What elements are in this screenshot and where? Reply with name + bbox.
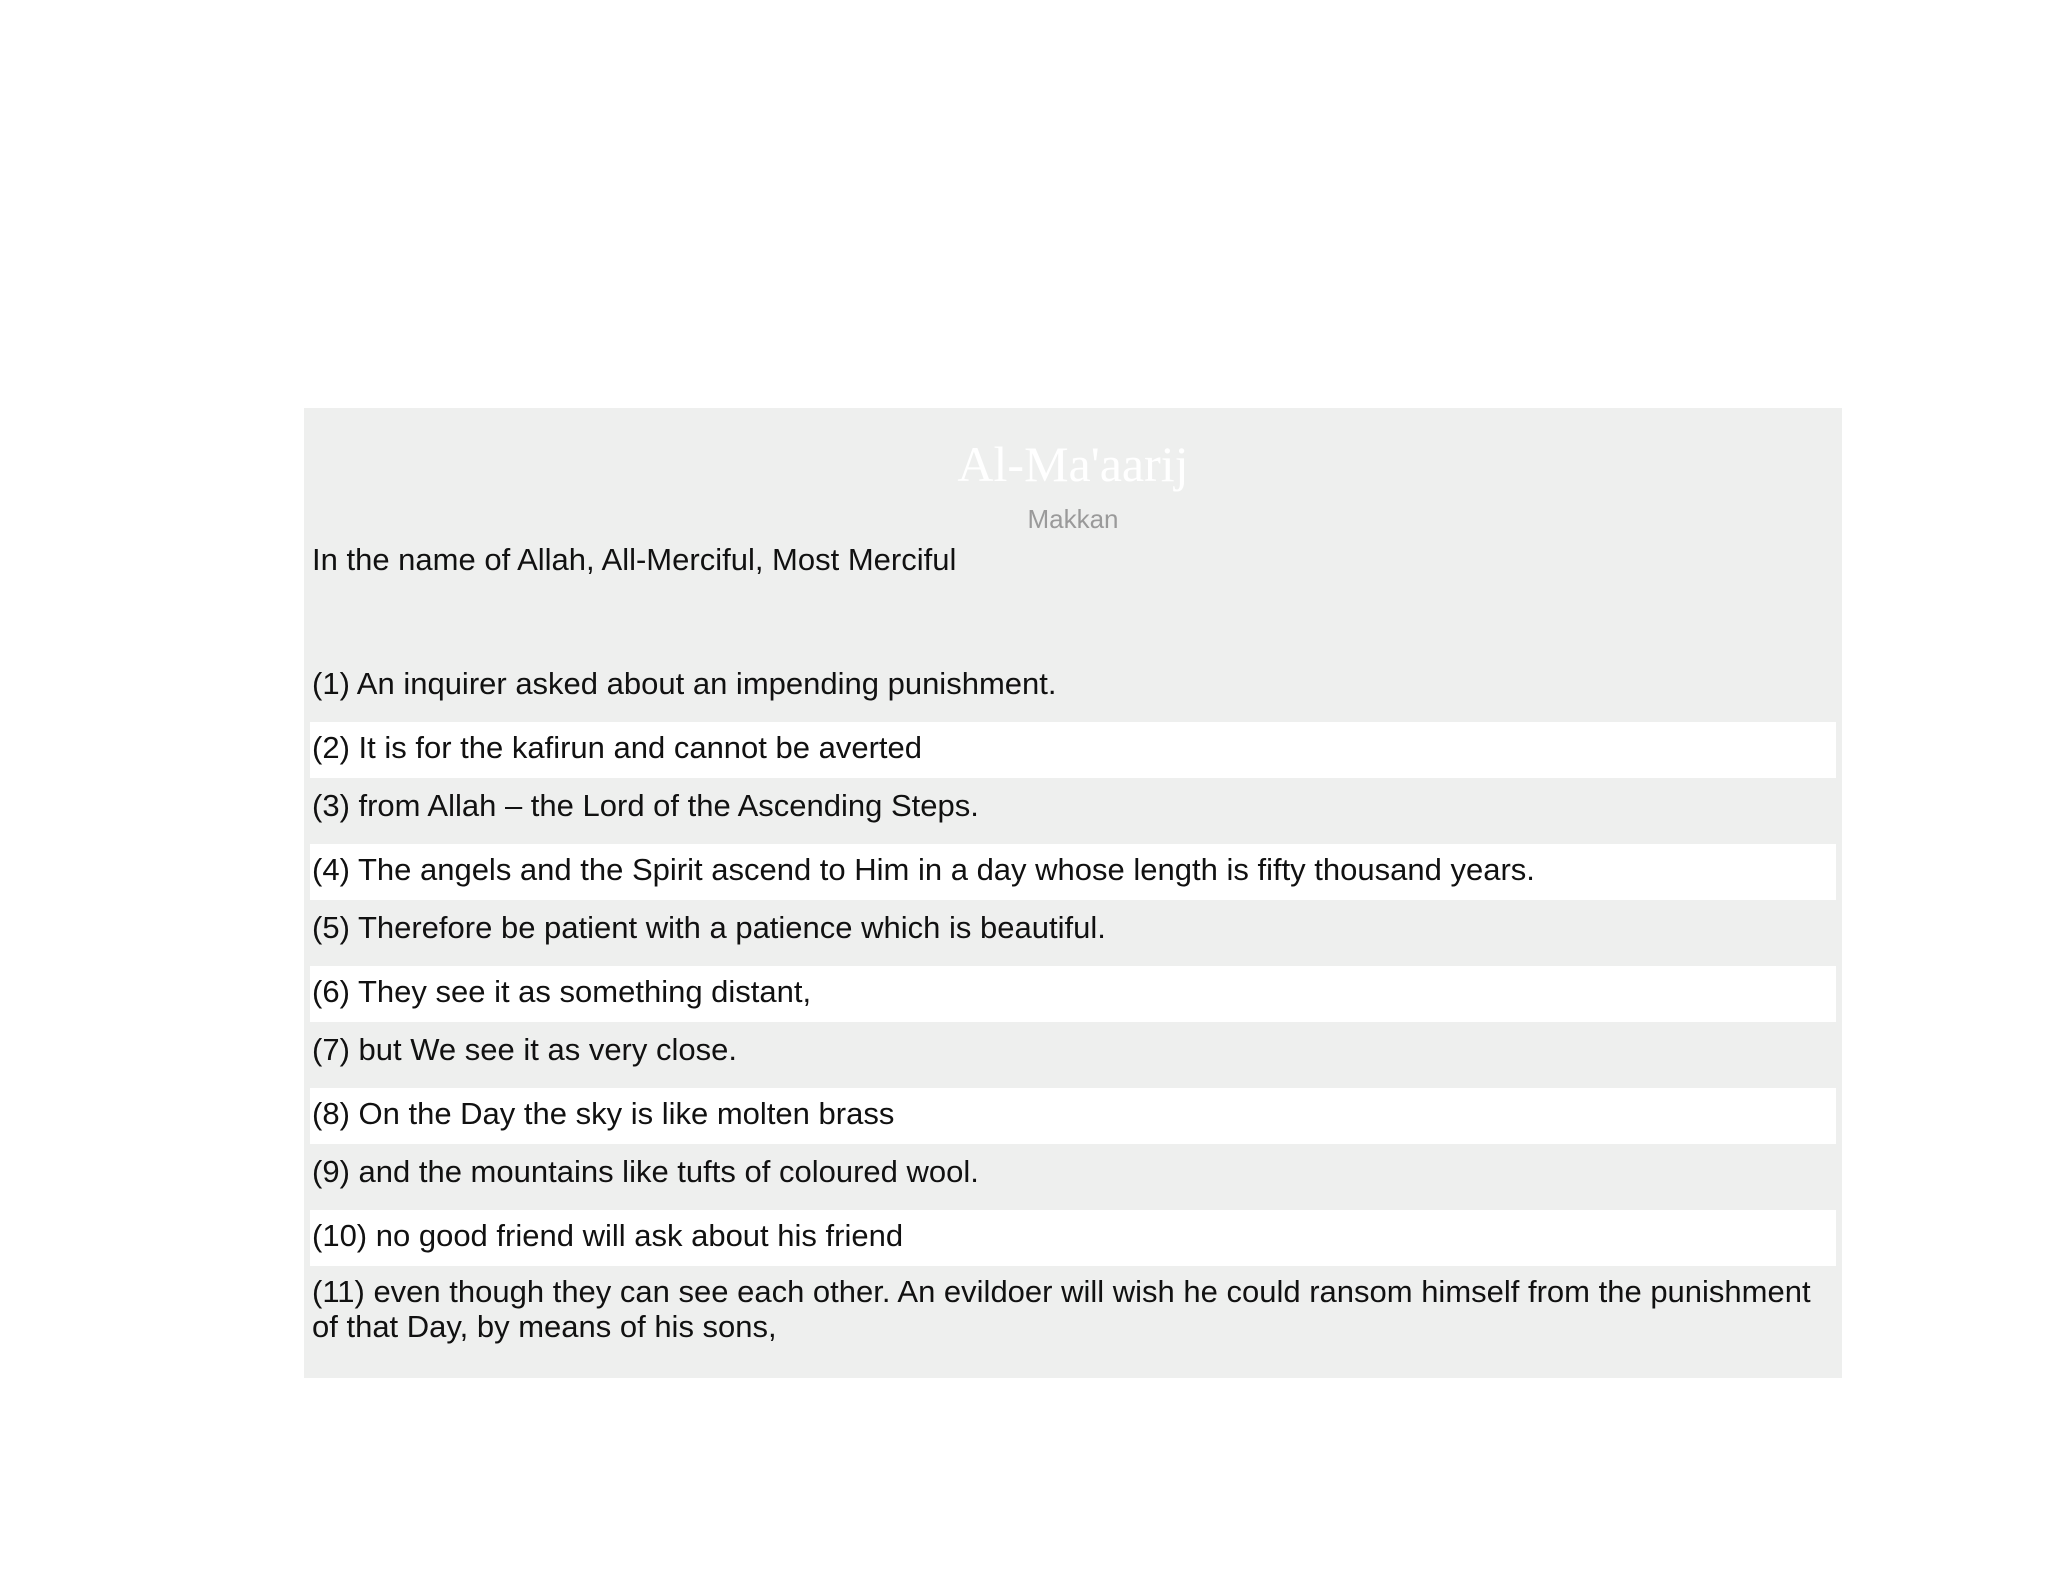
verse-7: (7) but We see it as very close. <box>312 1032 737 1067</box>
verse-9: (9) and the mountains like tufts of coloured wool. <box>312 1154 979 1189</box>
verse-10: (10) no good friend will ask about his friend <box>310 1210 1836 1266</box>
surah-title: Al-Ma'aarij <box>957 436 1189 492</box>
verse-8: (8) On the Day the sky is like molten brass <box>310 1088 1836 1144</box>
surah-panel <box>304 408 1842 1378</box>
verse-2: (2) It is for the kafirun and cannot be averted <box>310 722 1836 778</box>
verse-4: (4) The angels and the Spirit ascend to Him in a day whose length is fifty thousand years. <box>310 844 1836 900</box>
bismillah: In the name of Allah, All-Merciful, Most Merciful <box>312 542 957 577</box>
verse-5: (5) Therefore be patient with a patience which is beautiful. <box>312 910 1106 945</box>
verse-1: (1) An inquirer asked about an impending punishment. <box>312 666 1057 701</box>
verse-11: (11) even though they can see each other. An evildoer will wish he could ransom himself from the punishment of that Day, by means of his sons, <box>312 1274 1811 1344</box>
verse-6: (6) They see it as something distant, <box>310 966 1836 1022</box>
verse-3: (3) from Allah – the Lord of the Ascending Steps. <box>312 788 979 823</box>
revelation-type: Makkan <box>1027 504 1119 534</box>
verse-list <box>310 658 1836 1344</box>
